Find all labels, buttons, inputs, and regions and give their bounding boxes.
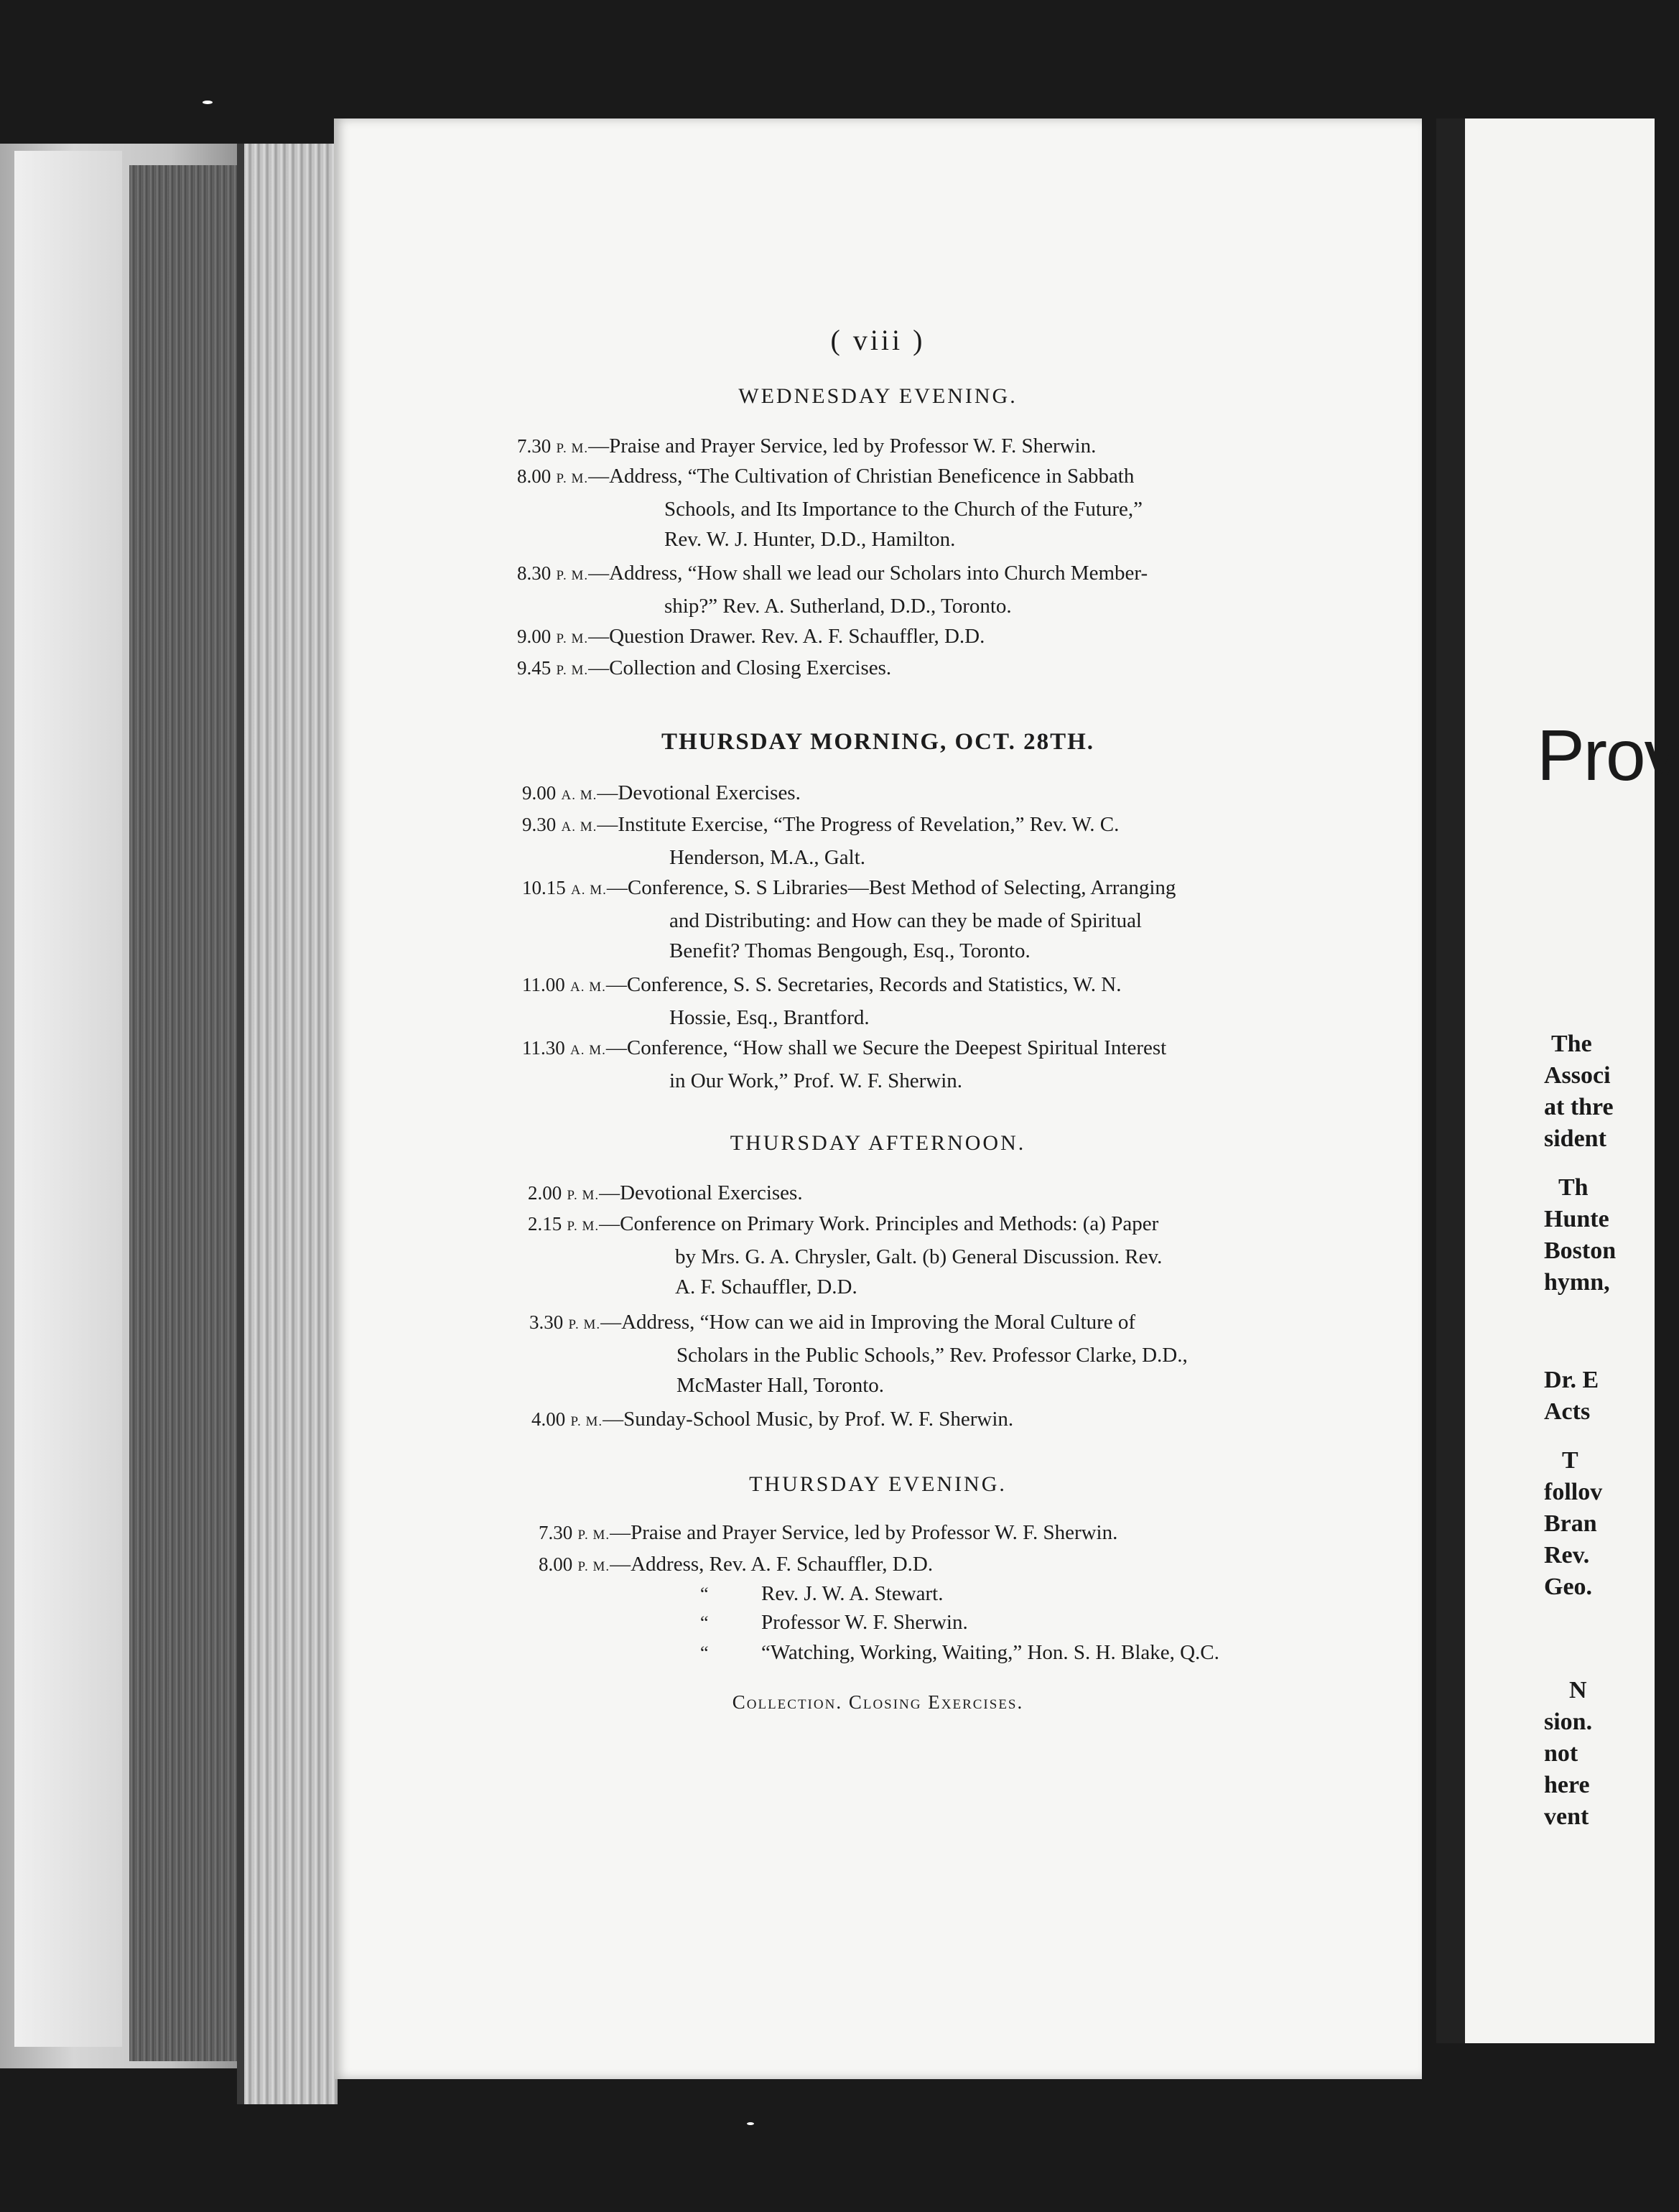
page-number: ( viii ): [830, 324, 926, 356]
entry-text-continued: Rev. W. J. Hunter, D.D., Hamilton.: [664, 528, 956, 551]
right-page-line: Associ: [1544, 1062, 1611, 1089]
ditto-line: “Watching, Working, Waiting,” Hon. S. H. Blake, Q.C.: [761, 1641, 1219, 1664]
entry-time: 9.00: [517, 626, 552, 647]
entry-text: Collection and Closing Exercises.: [609, 656, 892, 679]
right-page-line: The: [1551, 1031, 1592, 1057]
schedule-entry: 10.15 A. M.—Conference, S. S Libraries—Best Method of Selecting, Arranging and Distributing: and How can they be made of Spiritual Benefit? Thomas Bengough, Esq., Toronto.: [522, 873, 1369, 966]
schedule-entry: 9.00 P. M.—Question Drawer. Rev. A. F. Schauffler, D.D.: [517, 625, 985, 648]
entry-text: Address, “The Cultivation of Christian Beneficence in Sabbath: [609, 465, 1135, 488]
entry-text: Devotional Exercises.: [620, 1181, 803, 1204]
entry-text: Address, “How shall we lead our Scholars into Church Member-: [609, 562, 1148, 585]
schedule-entry: 8.30 P. M.—Address, “How shall we lead our Scholars into Church Member- ship?” Rev. A. Sutherland, D.D., Toronto.: [517, 558, 1364, 621]
entry-text: Address, “How can we aid in Improving the Moral Culture of: [621, 1311, 1136, 1334]
entry-text-continued: A. F. Schauffler, D.D.: [675, 1275, 857, 1298]
entry-time: 11.30: [522, 1037, 565, 1059]
right-page-line: Bran: [1544, 1510, 1597, 1537]
entry-time: 10.15: [522, 877, 566, 898]
right-page-line: Th: [1558, 1174, 1589, 1201]
entry-ampm: P. M.: [577, 1559, 610, 1574]
entry-text: Conference, S. S Libraries—Best Method of Selecting, Arranging: [627, 876, 1176, 899]
schedule-entry: 11.00 A. M.—Conference, S. S. Secretaries, Records and Statistics, W. N. Hossie, Esq., Brantford.: [522, 970, 1369, 1033]
entry-time: 9.30: [522, 814, 557, 835]
right-page-line: Hunte: [1544, 1206, 1609, 1232]
right-page-line: at thre: [1544, 1094, 1614, 1120]
entry-time: 2.15: [528, 1213, 562, 1235]
schedule-entry: 7.30 P. M.—Praise and Prayer Service, led by Professor W. F. Sherwin.: [517, 434, 1097, 457]
entry-text: Institute Exercise, “The Progress of Revelation,” Rev. W. C.: [618, 813, 1120, 836]
entry-ampm: P. M.: [570, 1414, 603, 1429]
entry-text-continued: and Distributing: and How can they be made of Spiritual: [669, 909, 1142, 932]
right-page-heading: Prov: [1537, 715, 1679, 796]
entry-time: 9.45: [517, 657, 552, 679]
entry-ampm: P. M.: [568, 1317, 601, 1332]
entry-time: 11.00: [522, 974, 565, 995]
entry-text: Sunday-School Music, by Prof. W. F. Sherwin.: [623, 1408, 1014, 1431]
entry-ampm: A. M.: [561, 788, 597, 803]
entry-ampm: P. M.: [556, 568, 589, 583]
entry-ampm: P. M.: [577, 1528, 610, 1543]
section-heading-thursday-morning: THURSDAY MORNING, OCT. 28TH.: [661, 729, 1094, 755]
book-page-edges: [129, 165, 237, 2061]
ditto-mark: “: [700, 1584, 709, 1604]
entry-time: 3.30: [529, 1311, 564, 1333]
entry-ampm: A. M.: [561, 819, 597, 835]
schedule-entry: 11.30 A. M.—Conference, “How shall we Secure the Deepest Spiritual Interest in Our Work,” Prof. W. F. Sherwin.: [522, 1033, 1369, 1096]
printed-page: [334, 118, 1422, 2079]
entry-text: Question Drawer. Rev. A. F. Schauffler, D.D.: [609, 625, 985, 648]
schedule-entry: 4.00 P. M.—Sunday-School Music, by Prof. W. F. Sherwin.: [531, 1408, 1014, 1431]
scan-dust: [203, 101, 213, 104]
ditto-mark: “: [700, 1612, 709, 1633]
closing-line: Collection. Closing Exercises.: [732, 1691, 1024, 1713]
entry-ampm: A. M.: [570, 980, 606, 995]
schedule-entry: 8.00 P. M.—Address, Rev. A. F. Schauffler, D.D.: [539, 1553, 934, 1576]
entry-text: Conference on Primary Work. Principles and Methods: (a) Paper: [620, 1212, 1159, 1235]
entry-text: Praise and Prayer Service, led by Professor W. F. Sherwin.: [631, 1521, 1118, 1544]
entry-text-continued: by Mrs. G. A. Chrysler, Galt. (b) General Discussion. Rev.: [675, 1245, 1163, 1268]
right-page-line: N: [1569, 1677, 1587, 1704]
right-page-line: not: [1544, 1740, 1578, 1767]
schedule-entry: 9.30 A. M.—Institute Exercise, “The Progress of Revelation,” Rev. W. C. Henderson, M.A., Galt.: [522, 809, 1369, 873]
entry-time: 7.30: [517, 435, 552, 457]
schedule-entry: 9.45 P. M.—Collection and Closing Exercises.: [517, 656, 892, 679]
schedule-entry: 7.30 P. M.—Praise and Prayer Service, led by Professor W. F. Sherwin.: [539, 1521, 1118, 1544]
entry-text: Conference, S. S. Secretaries, Records and Statistics, W. N.: [626, 973, 1122, 996]
book-page-stack: [237, 144, 338, 2104]
section-heading-wednesday-evening: WEDNESDAY EVENING.: [738, 384, 1018, 408]
section-heading-thursday-afternoon: THURSDAY AFTERNOON.: [730, 1131, 1026, 1155]
ditto-line: Professor W. F. Sherwin.: [761, 1611, 968, 1634]
right-facing-page: [1436, 118, 1679, 2043]
right-page-line: follov: [1544, 1479, 1603, 1505]
scan-dust: [747, 2122, 754, 2125]
entry-time: 8.30: [517, 562, 552, 584]
ditto-mark: “: [700, 1642, 709, 1663]
schedule-entry: 8.00 P. M.—Address, “The Cultivation of Christian Beneficence in Sabbath Schools, and Its Importance to the Church of the Future,” Rev. W. J. Hunter, D.D., Hamilton.: [517, 461, 1364, 554]
entry-ampm: P. M.: [556, 441, 589, 456]
entry-time: 8.00: [517, 465, 552, 487]
schedule-entry: 2.00 P. M.—Devotional Exercises.: [528, 1181, 803, 1204]
entry-text-continued: Scholars in the Public Schools,” Rev. Professor Clarke, D.D.,: [676, 1344, 1188, 1367]
right-page-line: vent: [1544, 1803, 1589, 1830]
right-page-line: sion.: [1544, 1709, 1593, 1735]
entry-ampm: P. M.: [556, 631, 589, 646]
entry-text-continued: in Our Work,” Prof. W. F. Sherwin.: [669, 1069, 963, 1092]
entry-text-continued: Schools, and Its Importance to the Church of the Future,”: [664, 498, 1143, 521]
entry-text-continued: Benefit? Thomas Bengough, Esq., Toronto.: [669, 939, 1031, 962]
right-page-line: T: [1562, 1447, 1578, 1474]
entry-text-continued: Hossie, Esq., Brantford.: [669, 1006, 870, 1029]
schedule-entry: 3.30 P. M.—Address, “How can we aid in Improving the Moral Culture of Scholars in the Public Schools,” Rev. Professor Clarke, D.D., McMaster Hall, Toronto.: [529, 1307, 1377, 1400]
entry-ampm: P. M.: [567, 1219, 600, 1234]
book-left-inner-page: [14, 151, 122, 2047]
section-heading-thursday-evening: THURSDAY EVENING.: [749, 1472, 1007, 1496]
entry-time: 8.00: [539, 1553, 573, 1575]
entry-ampm: A. M.: [571, 883, 607, 898]
entry-text-continued: McMaster Hall, Toronto.: [676, 1374, 884, 1397]
right-page-line: Geo.: [1544, 1574, 1593, 1600]
entry-text: Praise and Prayer Service, led by Professor W. F. Sherwin.: [609, 434, 1097, 457]
entry-text-continued: ship?” Rev. A. Sutherland, D.D., Toronto.: [664, 595, 1012, 618]
right-page-line: sident: [1544, 1125, 1606, 1152]
entry-ampm: P. M.: [556, 471, 589, 486]
schedule-entry: 9.00 A. M.—Devotional Exercises.: [522, 781, 801, 804]
entry-text: Conference, “How shall we Secure the Deepest Spiritual Interest: [626, 1036, 1167, 1059]
entry-time: 7.30: [539, 1522, 573, 1543]
entry-time: 9.00: [522, 782, 557, 804]
right-page-line: Acts: [1544, 1398, 1591, 1425]
entry-ampm: P. M.: [567, 1188, 600, 1203]
entry-text-continued: Henderson, M.A., Galt.: [669, 846, 866, 869]
entry-text: Address, Rev. A. F. Schauffler, D.D.: [631, 1553, 934, 1576]
entry-ampm: P. M.: [556, 663, 589, 678]
ditto-line: Rev. J. W. A. Stewart.: [761, 1582, 944, 1605]
right-page-line: hymn,: [1544, 1269, 1610, 1296]
right-page-line: Boston: [1544, 1237, 1617, 1264]
right-page-line: here: [1544, 1772, 1590, 1798]
entry-time: 4.00: [531, 1408, 566, 1430]
right-page-line: Rev.: [1544, 1542, 1590, 1569]
schedule-entry: 2.15 P. M.—Conference on Primary Work. Principles and Methods: (a) Paper by Mrs. G. A. Chrysler, Galt. (b) General Discussion. Rev. A. F. Schauffler, D.D.: [528, 1209, 1375, 1302]
entry-time: 2.00: [528, 1182, 562, 1204]
entry-text: Devotional Exercises.: [618, 781, 801, 804]
entry-ampm: A. M.: [570, 1043, 606, 1058]
right-page-line: Dr. E: [1544, 1367, 1599, 1393]
